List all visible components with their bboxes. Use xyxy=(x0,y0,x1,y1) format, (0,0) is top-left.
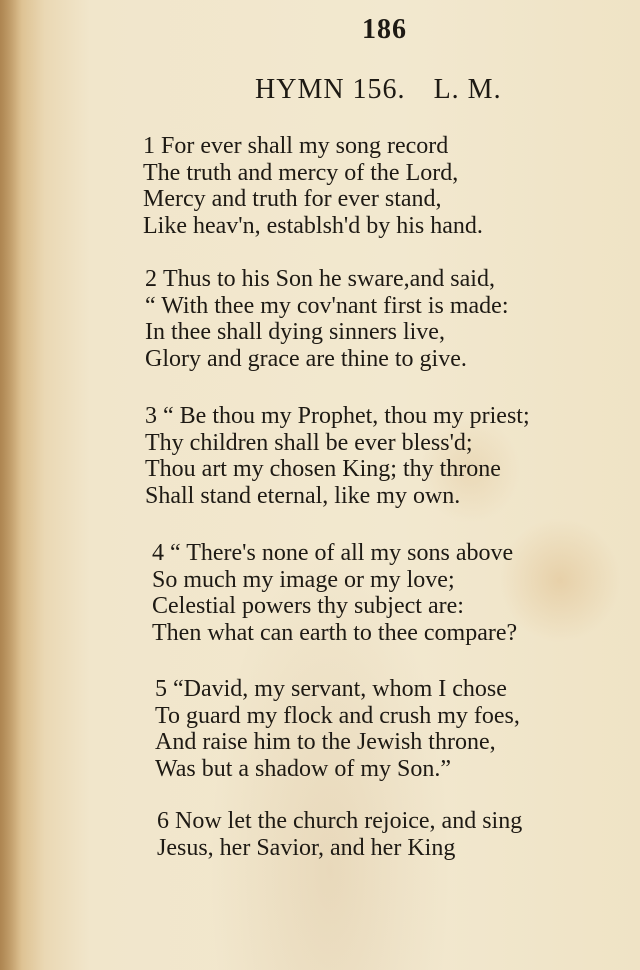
stanza-line: The truth and mercy of the Lord, xyxy=(143,159,459,186)
stanza-6 xyxy=(157,808,522,861)
stanza-line: In thee shall dying sinners live, xyxy=(145,319,445,345)
stanza-line: Then what can earth to thee compare? xyxy=(152,619,518,646)
page-number-text: 186 xyxy=(362,14,407,45)
stanza-number: 6 xyxy=(157,808,169,834)
line-text: “ There's none of all my sons above xyxy=(170,540,514,566)
hymn-title xyxy=(255,74,502,106)
line-text: “David, my servant, whom I chose xyxy=(173,676,507,702)
stanza-line: Glory and grace are thine to give. xyxy=(145,345,467,372)
stanza-number: 2 xyxy=(145,266,157,292)
page-binding-shadow xyxy=(0,0,22,970)
stanza-line: So much my image or my love; xyxy=(152,566,455,593)
stanza-line: Jesus, her Savior, and her King xyxy=(157,834,456,861)
hymn-number: HYMN 156. xyxy=(255,74,406,105)
stanza-line: Thou art my chosen King; thy throne xyxy=(145,456,501,482)
line-text: Now let the church rejoice, and sing xyxy=(175,808,523,834)
stanza-number: 4 xyxy=(152,540,164,566)
stanza-line: To guard my flock and crush my foes, xyxy=(155,702,520,729)
stanza-line xyxy=(152,540,517,567)
stanza-line: Shall stand eternal, like my own. xyxy=(145,482,461,509)
stanza-line xyxy=(145,403,530,430)
stanza-line: Celestial powers thy subject are: xyxy=(152,593,464,619)
stanza-number: 1 xyxy=(143,133,155,159)
stanza-3 xyxy=(145,403,530,509)
stanza-number: 5 xyxy=(155,676,167,702)
stanza-1 xyxy=(143,133,483,239)
stanza-5 xyxy=(155,676,520,782)
stanza-line: Thy children shall be ever bless'd; xyxy=(145,429,473,456)
stanza-line xyxy=(145,266,509,293)
stanza-line xyxy=(157,808,522,835)
stanza-number: 3 xyxy=(145,403,157,429)
line-text: “ Be thou my Prophet, thou my priest; xyxy=(163,403,530,429)
stanza-line: Mercy and truth for ever stand, xyxy=(143,186,442,212)
line-text: Thus to his Son he sware,and said, xyxy=(163,266,495,292)
stanza-line: And raise him to the Jewish throne, xyxy=(155,729,496,755)
hymn-meter: L. M. xyxy=(433,74,502,105)
stanza-line: Was but a shadow of my Son.” xyxy=(155,755,452,782)
stanza-line: Like heav'n, establsh'd by his hand. xyxy=(143,212,483,239)
stanza-line xyxy=(143,133,483,160)
stanza-2 xyxy=(145,266,509,372)
stanza-line: “ With thee my cov'nant first is made: xyxy=(145,292,509,319)
line-text: For ever shall my song record xyxy=(161,133,449,159)
stanza-line xyxy=(155,676,520,703)
stanza-4 xyxy=(152,540,517,646)
